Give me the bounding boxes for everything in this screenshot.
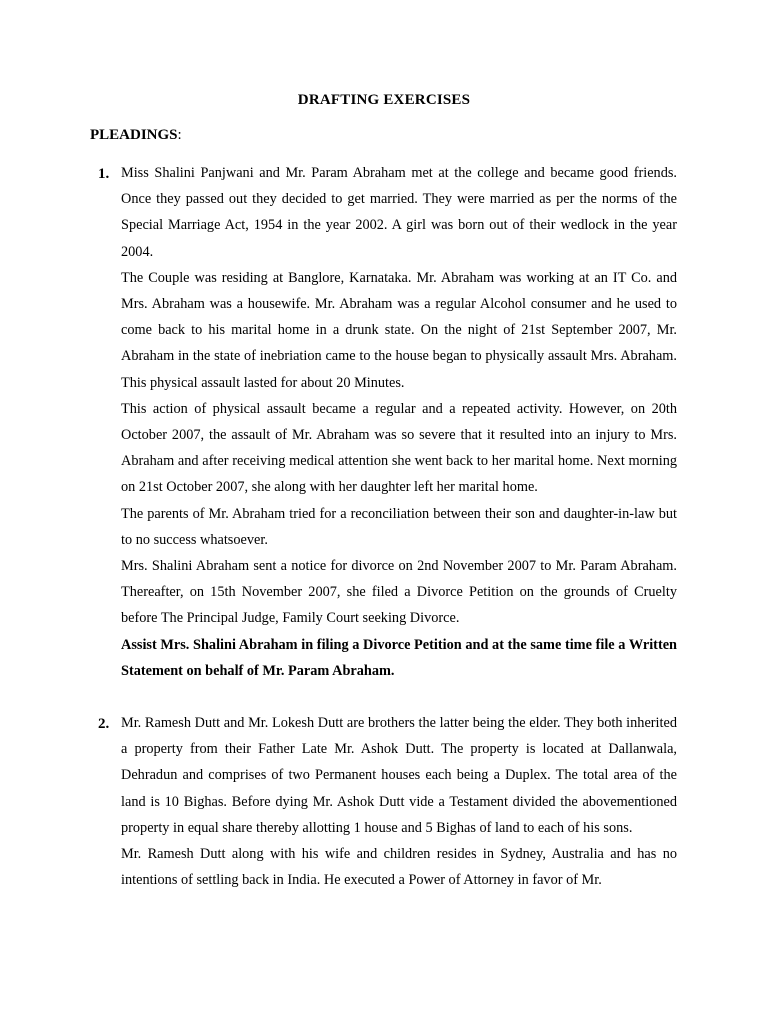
item-1-paragraph-3: This action of physical assault became a regular and a repeated activity. However, on 20th October 2007, the assault of Mr. Abraham was so severe that it resulted into an injury to Mrs. Abraham and after receiving medical attention she went back to her marital home. Next morning on 21st October 2007, she along with her daughter left her marital home. (121, 400, 677, 496)
item-2-body (121, 710, 677, 893)
section-heading-text: PLEADINGS (90, 127, 178, 143)
item-1-paragraph-4: The parents of Mr. Abraham tried for a reconciliation between their son and daughter-in-law but to no success whatsoever. (121, 505, 677, 548)
document-title: DRAFTING EXERCISES (297, 92, 471, 108)
item-number: 1. (98, 166, 110, 182)
item-2-paragraph-2: Mr. Ramesh Dutt along with his wife and children resides in Sydney, Australia and has no intentions of settling back in India. He executed a Power of Attorney in favor of Mr. (121, 846, 677, 889)
item-1-paragraph-1: Miss Shalini Panjwani and Mr. Param Abraham met at the college and became good friends. Once they passed out they decided to get married. They were married as per the norms of the Special Marriage Act, 1954 in the year 2002. A girl was born out of their wedlock in the year 2004. (121, 165, 677, 260)
item-1-paragraph-2: The Couple was residing at Banglore, Karnataka. Mr. Abraham was working at an IT Co. and Mrs. Abraham was a housewife. Mr. Abraham was a regular Alcohol consumer and he used to come back to his marital home in a drunk state. On the night of 21st September 2007, Mr. Abraham in the state of inebriation came to the house began to physically assault Mrs. Abraham. This physical assault lasted for about 20 Minutes. (121, 269, 677, 391)
item-2-paragraph-1: Mr. Ramesh Dutt and Mr. Lokesh Dutt are brothers the latter being the elder. They both inherited a property from their Father Late Mr. Ashok Dutt. The property is located at Dallanwala, Dehradun and comprises of two Permanent houses each being a Duplex. The total area of the land is 10 Bighas. Before dying Mr. Ashok Dutt vide a Testament divided the abovementioned property in equal share thereby allotting 1 house and 5 Bighas of land to each of his sons. (121, 715, 677, 836)
item-1-instruction: Assist Mrs. Shalini Abraham in filing a Divorce Petition and at the same time file a Written Statement on behalf of Mr. Param Abraham. (121, 636, 677, 679)
item-1-paragraph-5: Mrs. Shalini Abraham sent a notice for divorce on 2nd November 2007 to Mr. Param Abraham. Thereafter, on 15th November 2007, she filed a Divorce Petition on the grounds of Cruelty before The Principal Judge, Family Court seeking Divorce. (121, 558, 677, 627)
section-heading (90, 127, 182, 144)
item-1-body (121, 160, 677, 684)
item-number: 2. (98, 716, 110, 732)
section-heading-colon: : (177, 127, 182, 143)
